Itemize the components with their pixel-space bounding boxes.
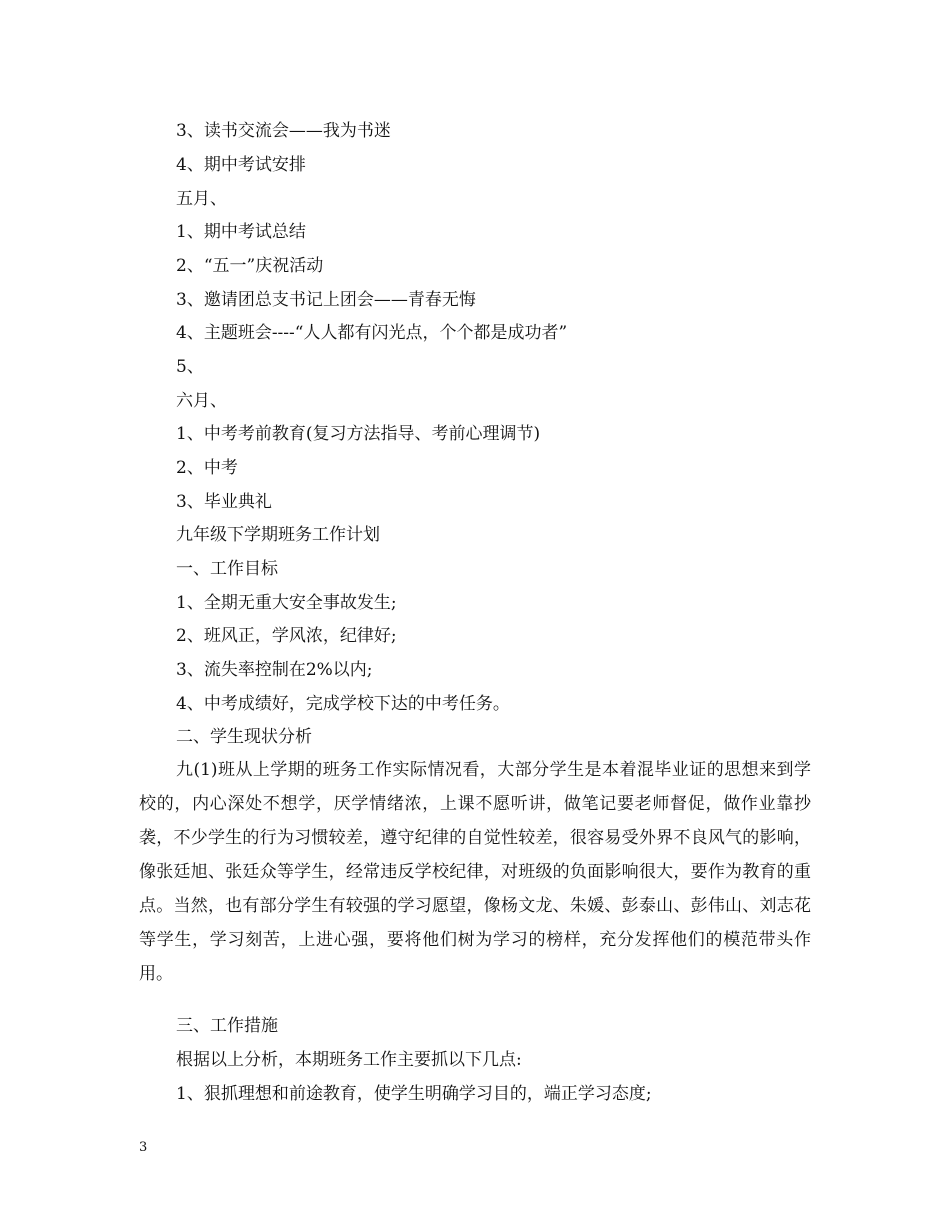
section-heading: 二、学生现状分析: [176, 727, 312, 747]
section-heading: 三、工作措施: [176, 1016, 278, 1036]
list-item: 2、“五一”庆祝活动: [176, 256, 324, 276]
section-heading: 六月、: [176, 391, 227, 411]
document-title: 九年级下学期班务工作计划: [176, 525, 380, 545]
list-item: 1、全期无重大安全事故发生;: [176, 593, 397, 613]
list-item: 3、流失率控制在2%以内;: [176, 660, 373, 680]
list-item: 2、班风正，学风浓，纪律好;: [176, 626, 397, 646]
list-item: 3、邀请团总支书记上团会——青春无悔: [176, 290, 476, 310]
list-item: 3、读书交流会——我为书迷: [176, 121, 391, 141]
list-item: 5、: [176, 357, 204, 377]
list-item: 1、狠抓理想和前途教育，使学生明确学习目的，端正学习态度;: [176, 1084, 652, 1104]
list-item: 1、期中考试总结: [176, 222, 306, 242]
list-item: 4、主题班会----“人人都有闪光点，个个都是成功者”: [176, 323, 568, 343]
list-item: 1、中考考前教育(复习方法指导、考前心理调节): [176, 424, 541, 444]
list-item: 2、中考: [176, 458, 238, 478]
page-number: 3: [139, 1140, 148, 1155]
section-heading: 五月、: [176, 189, 227, 209]
list-item: 3、毕业典礼: [176, 492, 272, 512]
list-item: 4、中考成绩好，完成学校下达的中考任务。: [176, 694, 510, 714]
analysis-paragraph: 九(1)班从上学期的班务工作实际情况看，大部分学生是本着混毕业证的思想来到学校的，内心深处不想学，厌学情绪浓，上课不愿听讲，做笔记要老师督促，做作业靠抄袭，不少学生的行为习惯较差，遵守纪律的自觉性较差，很容易受外界不良风气的影响，像张廷旭、张廷众等学生，经常违反学校纪律，对班级的负面影响很大，要作为教育的重点。当然，也有部分学生有较强的学习愿望，像杨文龙、朱媛、彭泰山、彭伟山、刘志花等学生，学习刻苦，上进心强，要将他们树为学习的榜样，充分发挥他们的模范带头作用。: [139, 760, 811, 984]
section-heading: 一、工作目标: [176, 559, 278, 579]
list-item: 4、期中考试安排: [176, 155, 306, 175]
body-text: 根据以上分析，本期班务工作主要抓以下几点:: [176, 1050, 522, 1070]
